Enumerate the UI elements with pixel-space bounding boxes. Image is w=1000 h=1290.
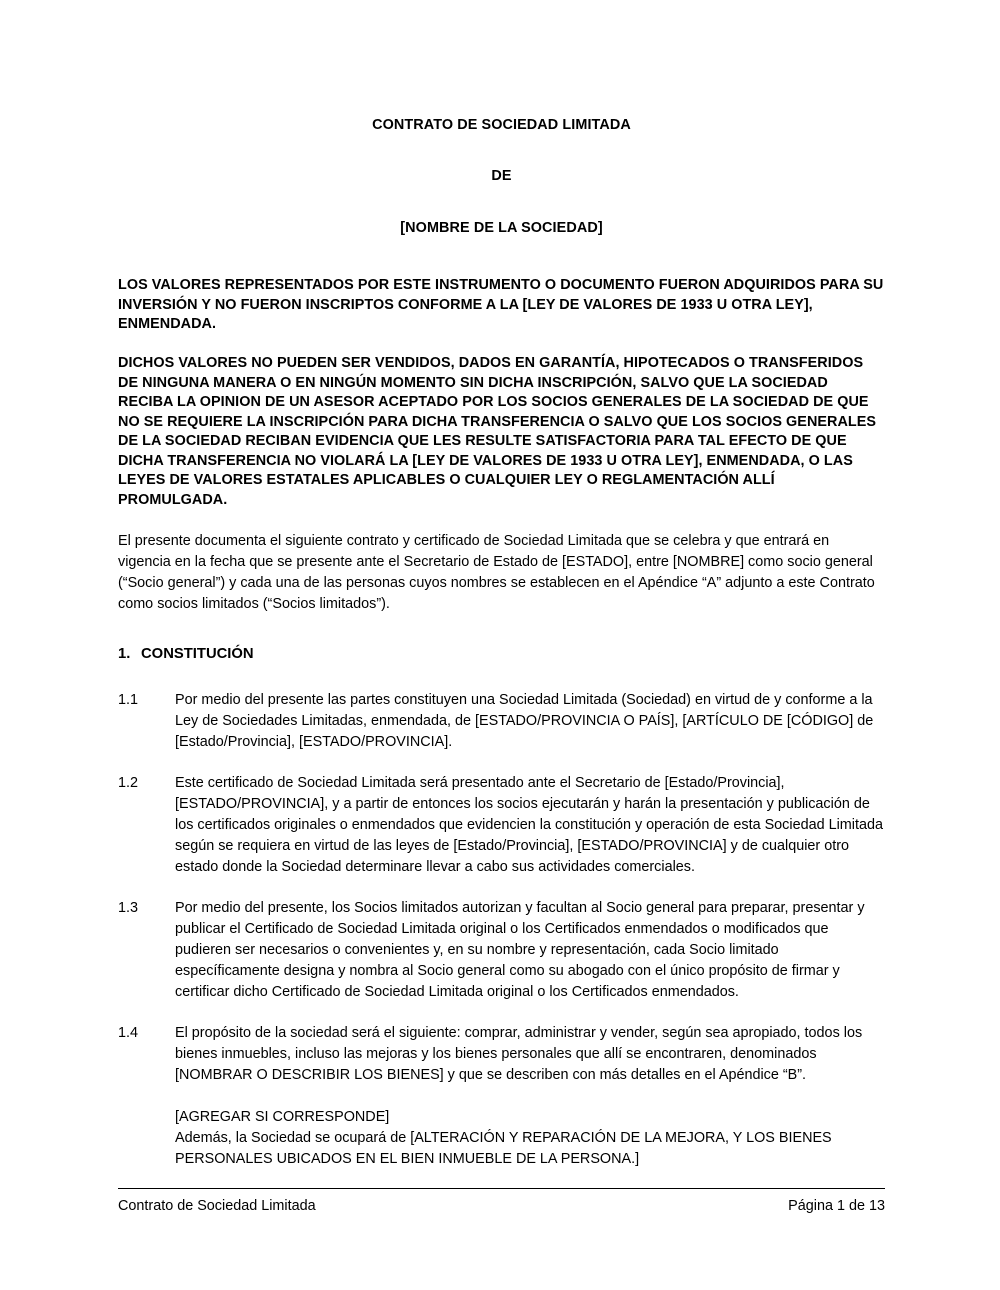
- clause-1-4: [118, 1023, 885, 1170]
- title-spacer-1: [118, 132, 885, 169]
- clause-text: El propósito de la sociedad será el siguiente: comprar, administrar y vender, según sea apropiado, todos los bienes inmuebles, incluso las mejoras y los bienes personales que allí se encontraren, denominados [NOMBRAR O DESCRIBIR LOS BIENES] y que se describen con más detalles en el Apéndice “B”.: [175, 1024, 863, 1083]
- legend-spacer: [118, 235, 885, 276]
- clause-1-2: [118, 773, 885, 878]
- title-spacer-2: [118, 184, 885, 221]
- page-footer: [118, 1188, 885, 1217]
- document-body: [118, 118, 885, 1170]
- clause-number: 1.4: [118, 1024, 139, 1041]
- document-title-line-1: CONTRATO DE SOCIEDAD LIMITADA: [372, 117, 631, 133]
- section-number: 1.: [118, 646, 131, 663]
- clause-spacer: [118, 664, 885, 690]
- footer-document-name: Contrato de Sociedad Limitada: [118, 1198, 316, 1214]
- document-title-line-3: [NOMBRE DE LA SOCIEDAD]: [400, 219, 603, 236]
- clause-1-1: [118, 690, 885, 753]
- clause-body: [175, 1023, 885, 1170]
- clause-text: Por medio del presente, los Socios limitados autorizan y facultan al Socio general para preparar, presentar y publicar el Certificado de Sociedad Limitada original o los Certificados enmendados o modificados que pudieren ser necesarios o convenientes y, en su nombre y representación, cada Socio limitado específicamente designa y nombra al Socio general como su abogado con el único propósito de firmar y certificar dicho Certificado de Sociedad Limitada original o los Certificados enmendados.: [175, 899, 865, 1000]
- optional-note-text: Además, la Sociedad se ocupará de [ALTERACIÓN Y REPARACIÓN DE LA MEJORA, Y LOS BIENES PERSONALES UBICADOS EN EL BIEN INMUEBLE DE LA PERSONA.]: [175, 1129, 832, 1167]
- section-title: CONSTITUCIÓN: [141, 646, 254, 663]
- footer-row: [118, 1189, 885, 1217]
- clause-number: 1.3: [118, 899, 139, 916]
- clause-optional-note: [175, 1107, 885, 1170]
- document-title-line-2: DE: [491, 168, 512, 185]
- document-title-block: [118, 118, 885, 235]
- section-heading-constitucion: [118, 646, 885, 664]
- clause-text: Por medio del presente las partes constituyen una Sociedad Limitada (Sociedad) en virtud de y conforme a la Ley de Sociedades Limitadas, enmendada, de [ESTADO/PROVINCIA O PAÍS], [ARTÍCULO DE [CÓDIGO] de [Estado/Provincia], [ESTADO/PROVINCIA].: [175, 691, 874, 750]
- intro-spacer: [118, 510, 885, 531]
- clause-body: [175, 898, 885, 1003]
- clause-number: 1.1: [118, 691, 139, 708]
- clause-number: 1.2: [118, 774, 139, 791]
- clause-body: [175, 690, 885, 753]
- optional-note-heading: [AGREGAR SI CORRESPONDE]: [175, 1108, 390, 1125]
- heading-spacer: [118, 615, 885, 646]
- securities-legend-paragraph-1: LOS VALORES REPRESENTADOS POR ESTE INSTRUMENTO O DOCUMENTO FUERON ADQUIRIDOS PARA SU INVERSIÓN Y NO FUERON INSCRIPTOS CONFORME A LA [LEY DE VALORES DE 1933 U OTRA LEY], ENMENDADA.: [118, 277, 884, 333]
- clause-body: [175, 773, 885, 878]
- clause-1-3: [118, 898, 885, 1003]
- footer-page-number: Página 1 de 13: [788, 1198, 885, 1214]
- intro-paragraph: El presente documenta el siguiente contrato y certificado de Sociedad Limitada que se celebra y que entrará en vigencia en la fecha que se presente ante el Secretario de Estado de [ESTADO], entre [NOMBRE] como socio general (“Socio general”) y cada una de las personas cuyos nombres se establecen en el Apéndice “A” adjunto a este Contrato como socios limitados (“Socios limitados”).: [118, 533, 875, 613]
- clause-text: Este certificado de Sociedad Limitada será presentado ante el Secretario de [Estado/Provincia], [ESTADO/PROVINCIA], y a partir de entonces los socios ejecutarán y harán la presentación y publicación de los certificados originales o enmendados que evidencien la constitución y operación de esta Sociedad Limitada según se requiera en virtud de las leyes de [Estado/Provincia], [ESTADO/PROVINCIA] y de cualquier otro estado donde la Sociedad determinare llevar a cabo sus actividades comerciales.: [175, 774, 883, 875]
- securities-legend-paragraph-2: DICHOS VALORES NO PUEDEN SER VENDIDOS, DADOS EN GARANTÍA, HIPOTECADOS O TRANSFERIDOS DE NINGUNA MANERA O EN NINGÚN MOMENTO SIN DICHA INSCRIPCIÓN, SALVO QUE LA SOCIEDAD RECIBA LA OPINION DE UN ASESOR ACEPTADO POR LOS SOCIOS GENERALES DE LA SOCIEDAD DE QUE NO SE REQUIERE LA INSCRIPCIÓN PARA DICHA TRANSFERENCIA O SALVO QUE LOS SOCIOS GENERALES DE LA SOCIEDAD RECIBAN EVIDENCIA QUE LES RESULTE SATISFACTORIA PARA TAL EFECTO DE QUE DICHA TRANSFERENCIA NO VIOLARÁ LA [LEY DE VALORES DE 1933 U OTRA LEY], ENMENDADA, O LAS LEYES DE VALORES ESTATALES APLICABLES O CUALQUIER LEY O REGLAMENTACIÓN ALLÍ PROMULGADA.: [118, 355, 877, 508]
